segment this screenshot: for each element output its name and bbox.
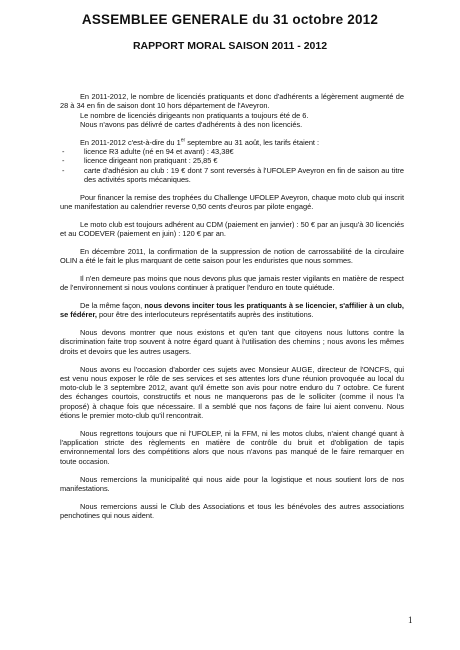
list-item <box>60 166 404 185</box>
document-subtitle: RAPPORT MORAL SAISON 2011 - 2012 <box>132 40 328 52</box>
paragraph-licencier <box>60 301 404 320</box>
dash-bullet-icon: - <box>62 165 65 175</box>
list-item <box>60 156 404 165</box>
paragraph-cdm-codever: Le moto club est toujours adhérent au CDM (paiement en janvier) : 50 € par an jusqu'à 30 licenciés et au CODEVER (paiement en juin) : 120 € par an. <box>60 219 404 239</box>
page-number: 1 <box>408 615 413 625</box>
document-body <box>60 92 404 529</box>
tarif-text: licence R3 adulte (né en 94 et avant) : 43,38€ <box>84 146 234 156</box>
tarifs-intro-sup: er <box>180 137 186 144</box>
tarifs-intro-rest: septembre au 31 août, les tarifs étaient : <box>185 137 320 147</box>
licencier-bold-text: nous devons inciter tous les pratiquants à se licencier, s'affilier à un club, se fédérer, <box>60 301 404 320</box>
licencier-text: De la même façon, <box>80 301 145 311</box>
paragraph-dirigeants: Le nombre de licenciés dirigeants non pratiquants a toujours été de 6. <box>80 110 309 120</box>
paragraph-circulaire-olin: En décembre 2011, la confirmation de la suppression de notion de carrossabilité de la circulaire OLIN a été le fait le plus marquant de cette saison pour les enduristes que nous sommes. <box>60 246 404 266</box>
paragraph-environnement: Il n'en demeure pas moins que nous devons plus que jamais rester vigilants en matière de respect de l'environnement si nous voulons continuer à pratiquer l'enduro en toute quiétude. <box>60 273 404 293</box>
paragraph-tarifs-intro <box>60 138 404 147</box>
dash-bullet-icon: - <box>62 146 65 156</box>
tarif-text: licence dirigeant non pratiquant : 25,85 € <box>84 156 218 166</box>
tarifs-list <box>60 147 404 184</box>
paragraph-trophees: Pour financer la remise des trophées du Challenge UFOLEP Aveyron, chaque moto club qui inscrit une manifestation au calendrier reverse 0,50 cents d'euros par pilote engagé. <box>60 192 404 211</box>
paragraph-bruit: Nous regrettons toujours que ni l'UFOLEP, ni la FFM, ni les motos clubs, n'aient changé quant à l'application stricte des règlements en matière de contrôle du bruit et d'obligation de tapis environnemental lors des compétitions alors que nous n'avons pas manqué de le faire remarquer en toute occasion. <box>60 428 404 466</box>
licencier-rest: pour être des interlocuteurs représentatifs auprès des institutions. <box>96 310 314 320</box>
paragraph-cartes: Nous n'avons pas délivré de cartes d'adhérents à des non licenciés. <box>80 119 303 129</box>
paragraph-municipalite: Nous remercions la municipalité qui nous aide pour la logistique et nous soutient lors de nos manifestations. <box>60 474 404 493</box>
paragraph-citoyens: Nous devons montrer que nous existons et qu'en tant que citoyens nous luttons contre la discrimination faite trop souvent à notre égard quant à l'utilisation des chemins ; nous avons les mêmes droits et devoirs que les autres usagers. <box>60 328 404 356</box>
tarif-text: carte d'adhésion au club : 19 € dont 7 sont reversés à l'UFOLEP Aveyron en fin de saison au titre des activités sports mécaniques. <box>84 165 404 184</box>
tarifs-intro-text: En 2011-2012 c'est-à-dire du 1 <box>80 137 181 147</box>
dash-bullet-icon: - <box>62 156 65 166</box>
paragraph-licencies: En 2011-2012, le nombre de licenciés pratiquants et donc d'adhérents a légèrement augmenté de 28 à 34 en fin de saison dont 10 hors département de l'Aveyron. <box>60 92 404 111</box>
document-title: ASSEMBLEE GENERALE du 31 octobre 2012 <box>81 12 379 27</box>
list-item <box>60 147 404 156</box>
paragraph-associations: Nous remercions aussi le Club des Associations et tous les bénévoles des autres associations penchotines qui nous aident. <box>60 501 404 520</box>
paragraph-oncfs: Nous avons eu l'occasion d'aborder ces sujets avec Monsieur AUGE, directeur de l'ONCFS, qui est venu nous exposer le rôle de ses services et ses attentes lors d'une réunion provoquée au local du moto-club le 3 septembre 2012, avant qu'il émette son avis pour notre enduro du 7 octobre. Ce furent des échanges courtois, constructifs et nous ne manquerons pas de le solliciter (comme il nous l'a proposé) à chaque fois que nécessaire. Il a semblé que nos façons de faire lui aient convenu. Nous étions le premier moto-club qu'il rencontrait. <box>60 364 404 421</box>
